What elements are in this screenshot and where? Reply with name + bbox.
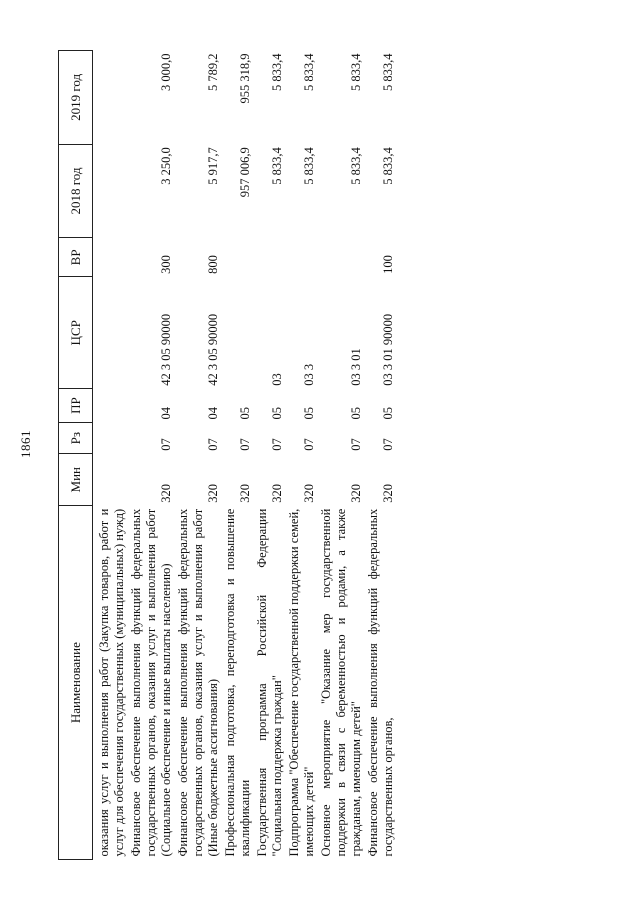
- row-vr: [222, 238, 254, 277]
- row-name: Государственная программа Российской Федерации "Социальная поддержка граждан": [255, 508, 284, 857]
- table-header-row: [59, 51, 93, 860]
- header-2019: 2019 год: [59, 51, 93, 145]
- row-pr: 05: [349, 407, 363, 420]
- row-min: [93, 454, 129, 506]
- table-row: [254, 51, 286, 860]
- row-vr: [93, 238, 129, 277]
- row-pr: 04: [206, 407, 220, 420]
- row-vr: 300: [159, 255, 173, 274]
- row-min: 320: [349, 483, 363, 503]
- row-csr: 03 3 01 90000: [381, 313, 395, 386]
- row-rz: [93, 423, 129, 454]
- row-min: 320: [206, 483, 220, 503]
- row-name: Финансовое обеспечение выполнения функций федеральных государственных органов, оказания услуг и выполнения работ (Социальное обеспечение и иные выплаты населению): [129, 508, 173, 857]
- row-2018: 5 833,4: [381, 147, 395, 185]
- row-2019: 5 833,4: [302, 53, 316, 91]
- row-rz: 07: [238, 438, 252, 451]
- row-2018: [93, 144, 129, 238]
- row-pr: 05: [270, 407, 284, 420]
- header-csr: ЦСР: [59, 277, 93, 389]
- row-rz: 07: [206, 438, 220, 451]
- row-2019: 5 833,4: [381, 53, 395, 91]
- table-row: [365, 51, 397, 860]
- budget-table-page: [58, 50, 611, 860]
- row-2019: 955 318,9: [238, 53, 252, 104]
- row-min: 320: [302, 483, 316, 503]
- header-name: Наименование: [59, 506, 93, 860]
- table-row: [128, 51, 175, 860]
- table-row: [93, 51, 129, 860]
- row-rz: 07: [349, 438, 363, 451]
- table-row: [318, 51, 365, 860]
- row-vr: 800: [206, 255, 220, 274]
- row-rz: 07: [159, 438, 173, 451]
- row-min: 320: [159, 483, 173, 503]
- table-row: [286, 51, 318, 860]
- table-row: [175, 51, 222, 860]
- row-2019: 5 789,2: [206, 53, 220, 91]
- row-csr: [222, 277, 254, 389]
- row-name: Основное мероприятие "Оказание мер государственной поддержки в связи с беременностью и родами, а также гражданам, имеющим детей": [319, 508, 363, 857]
- row-2019: 5 833,4: [349, 53, 363, 91]
- row-pr: [93, 389, 129, 423]
- row-csr: 42 3 05 90000: [159, 313, 173, 386]
- row-csr: 03 3: [302, 363, 316, 386]
- row-csr: [93, 277, 129, 389]
- row-2018: 5 833,4: [270, 147, 284, 185]
- row-pr: 04: [159, 407, 173, 420]
- header-vr: ВР: [59, 238, 93, 277]
- row-csr: 03: [270, 373, 284, 386]
- row-min: 320: [381, 483, 395, 503]
- row-name: Финансовое обеспечение выполнения функций федеральных государственных органов, оказания услуг и выполнения работ (Иные бюджетные ассигнования): [176, 508, 220, 857]
- row-pr: 05: [238, 407, 252, 420]
- row-min: 320: [238, 483, 252, 503]
- row-csr: 03 3 01: [349, 348, 363, 386]
- row-csr: 42 3 05 90000: [206, 313, 220, 386]
- row-rz: 07: [381, 438, 395, 451]
- row-pr: 05: [381, 407, 395, 420]
- row-vr: [318, 238, 365, 277]
- header-min: Мин: [59, 454, 93, 506]
- table-row: [222, 51, 254, 860]
- header-2018: 2018 год: [59, 144, 93, 238]
- header-pr: ПР: [59, 389, 93, 423]
- row-vr: [254, 238, 286, 277]
- row-name: Профессиональная подготовка, переподготовка и повышение квалификации: [223, 508, 252, 857]
- row-2019: [93, 51, 129, 145]
- row-2018: 957 006,9: [238, 147, 252, 198]
- row-vr: [286, 238, 318, 277]
- row-rz: 07: [302, 438, 316, 451]
- row-name: оказания услуг и выполнения работ (Закупка товаров, работ и услуг для обеспечения государственных (муниципальных) нужд): [97, 508, 126, 857]
- budget-table: [58, 50, 397, 860]
- row-2019: 5 833,4: [270, 53, 284, 91]
- header-rz: Рз: [59, 423, 93, 454]
- page-number: 1861: [18, 430, 33, 458]
- row-2018: 5 917,7: [206, 147, 220, 185]
- row-name: Финансовое обеспечение выполнения функций федеральных государственных органов,: [366, 508, 395, 857]
- row-rz: 07: [270, 438, 284, 451]
- row-2018: 3 250,0: [159, 147, 173, 185]
- row-2018: 5 833,4: [302, 147, 316, 185]
- row-pr: 05: [302, 407, 316, 420]
- row-2019: 3 000,0: [159, 53, 173, 91]
- row-vr: 100: [381, 255, 395, 274]
- row-min: 320: [270, 483, 284, 503]
- row-name: Подпрограмма "Обеспечение государственной поддержки семей, имеющих детей": [287, 508, 316, 857]
- row-2018: 5 833,4: [349, 147, 363, 185]
